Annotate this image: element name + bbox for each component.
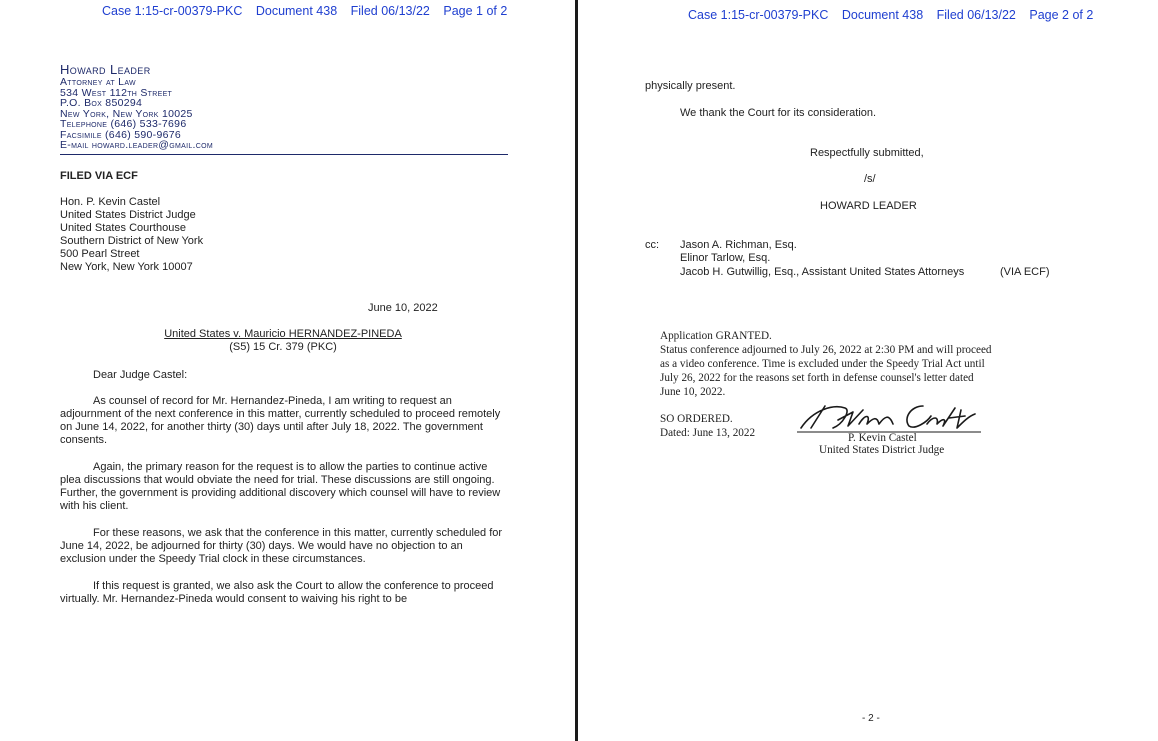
- document-page-1[interactable]: [0, 0, 575, 741]
- judge-name: P. Kevin Castel: [848, 432, 917, 444]
- stamp-case: Case 1:15-cr-00379-PKC: [688, 8, 829, 22]
- order-line: July 26, 2022 for the reasons set forth in defense counsel's letter dated: [660, 372, 974, 384]
- cc-recipient: Jacob H. Gutwillig, Esq., Assistant United States Attorneys: [680, 266, 965, 278]
- ecf-stamp-page-2: [688, 8, 1103, 22]
- letterhead-name: Howard Leader: [60, 62, 151, 77]
- order-dated: Dated: June 13, 2022: [660, 427, 756, 439]
- stamp-filed: Filed 06/13/22: [350, 4, 430, 18]
- addressee-line: United States District Judge: [60, 209, 196, 221]
- letterhead-line: Telephone (646) 533-7696: [60, 118, 187, 130]
- letterhead-line: New York, New York 10025: [60, 107, 193, 120]
- stamp-page: Page 2 of 2: [1029, 8, 1094, 22]
- body-paragraph: For these reasons, we ask that the conference in this matter, currently scheduled for June 14, 2022, be adjourned for thirty (30) days. We would have no objection to an exclusion under the Speedy Trial clock in these circumstances.: [60, 527, 503, 565]
- letterhead-rule: [60, 154, 508, 155]
- stamp-case: Case 1:15-cr-00379-PKC: [102, 4, 243, 18]
- electronic-signature: /s/: [864, 173, 876, 185]
- cc-recipient: Elinor Tarlow, Esq.: [680, 252, 771, 264]
- addressee-line: United States Courthouse: [60, 222, 186, 234]
- signer-name: HOWARD LEADER: [820, 200, 917, 212]
- order-granted: Application GRANTED.: [660, 330, 772, 342]
- letter-date: June 10, 2022: [368, 302, 438, 314]
- caption-title: United States v. Mauricio HERNANDEZ-PINEDA: [164, 328, 402, 340]
- order-line: as a video conference. Time is excluded under the Speedy Trial Act until: [660, 358, 985, 370]
- body-paragraph: If this request is granted, we also ask the Court to allow the conference to proceed virtually. Mr. Hernandez-Pineda would consent to waiving his right to be: [60, 580, 494, 605]
- salutation: Dear Judge Castel:: [93, 369, 188, 381]
- continuation-text: physically present.: [645, 80, 736, 92]
- cc-recipient: Jason A. Richman, Esq.: [680, 239, 797, 251]
- letterhead-line: 534 West 112th Street: [60, 86, 173, 99]
- stamp-document: Document 438: [255, 4, 338, 18]
- filed-via-label: FILED VIA ECF: [60, 170, 138, 182]
- body-paragraph: Again, the primary reason for the request is to allow the parties to continue active plea discussions that would obviate the need for trial. These discussions are still ongoing. Further, the government is providing additional discovery which counsel will have to review with his client.: [60, 461, 501, 512]
- stamp-document: Document 438: [841, 8, 924, 22]
- document-page-2[interactable]: [578, 0, 1158, 741]
- closing-text: Respectfully submitted,: [810, 147, 924, 159]
- letterhead-email: E-mail howard.leader@gmail.com: [60, 139, 213, 151]
- caption-docket: (S5) 15 Cr. 379 (PKC): [229, 341, 337, 353]
- judge-title: United States District Judge: [819, 444, 945, 456]
- cc-via: (VIA ECF): [1000, 266, 1050, 278]
- stamp-page: Page 1 of 2: [443, 4, 508, 18]
- page-number: - 2 -: [862, 713, 880, 724]
- so-ordered: SO ORDERED.: [660, 413, 733, 425]
- letterhead-line: P.O. Box 850294: [60, 97, 143, 109]
- stamp-filed: Filed 06/13/22: [936, 8, 1016, 22]
- addressee-line: 500 Pearl Street: [60, 248, 140, 260]
- order-line: Status conference adjourned to July 26, 2022 at 2:30 PM and will proceed: [660, 344, 992, 356]
- letterhead-line: Attorney at Law: [60, 76, 136, 88]
- order-line: June 10, 2022.: [660, 386, 726, 398]
- addressee-line: Southern District of New York: [60, 235, 204, 247]
- ecf-stamp-page-1: [102, 4, 517, 18]
- cc-label: cc:: [645, 239, 660, 251]
- letterhead-line: Facsimile (646) 590-9676: [60, 128, 182, 141]
- addressee-line: Hon. P. Kevin Castel: [60, 196, 161, 208]
- body-paragraph: As counsel of record for Mr. Hernandez-Pineda, I am writing to request an adjournment of the next conference in this matter, currently scheduled to proceed remotely on June 14, 2022, for another thirty (30) days until after July 18, 2022. The government consents.: [60, 395, 501, 446]
- addressee-line: New York, New York 10007: [60, 261, 193, 273]
- thanks-text: We thank the Court for its consideration.: [680, 107, 877, 119]
